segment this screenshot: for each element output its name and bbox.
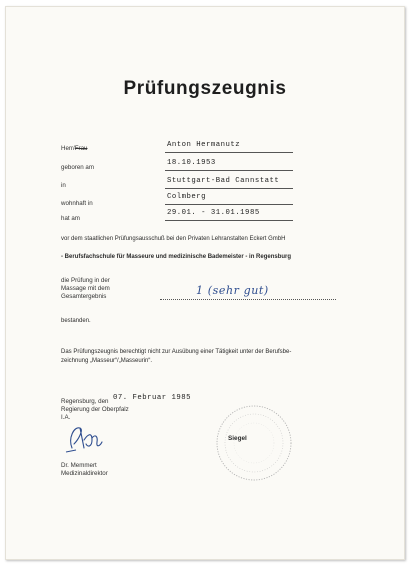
notice-line-2: zeichnung „Masseur“/„Masseurin“. (61, 358, 153, 364)
school-line-1: vor dem staatlichen Prüfungsausschuß bei den Privaten Lehranstalten Eckert GmbH (61, 236, 286, 242)
field-label-residence: wohnhaft in (61, 200, 93, 207)
passed-text: bestanden. (61, 318, 91, 324)
official-seal (213, 402, 295, 484)
exam-label-line-3: Gesamtergebnis (61, 293, 107, 300)
notice-line-1: Das Prüfungszeugnis berechtigt nicht zur Ausübung einer Tätigkeit unter der Berufsbe- (61, 349, 292, 355)
signer-name: Dr. Memmert (61, 462, 97, 469)
exam-label-line-1: die Prüfung in der (61, 277, 110, 284)
field-value-birthplace: Stuttgart-Bad Cannstatt (167, 177, 280, 185)
field-underline (165, 152, 293, 153)
document-title: Prüfungszeugnis (123, 78, 287, 99)
field-underline (165, 204, 293, 205)
field-label-name: Herr/Frau (61, 145, 88, 152)
field-value-birthdate: 18.10.1953 (167, 159, 216, 167)
field-underline (165, 170, 293, 171)
field-value-exam-dates: 29.01. - 31.01.1985 (167, 209, 260, 217)
field-label-birthplace: in (61, 182, 66, 189)
exam-label-line-2: Massage mit dem (61, 285, 110, 292)
issue-date: 07. Februar 1985 (113, 394, 192, 402)
field-underline (165, 220, 293, 221)
field-label-exam-dates: hat am (61, 215, 80, 222)
field-value-name: Anton Hermanutz (167, 141, 241, 149)
handwritten-signature (62, 418, 108, 458)
field-underline (165, 188, 293, 189)
seal-label: Siegel (228, 435, 247, 442)
grade-handwritten: 1 (sehr gut) (196, 284, 269, 297)
school-line-2: - Berufsfachschule für Masseure und medizinische Bademeister - in Regensburg (61, 254, 292, 260)
grade-underline (160, 299, 336, 300)
field-label-birthdate: geboren am (61, 164, 95, 171)
issuing-authority: Regierung der Oberpfalz (61, 406, 129, 413)
signer-title: Medizinaldirektor (61, 470, 108, 477)
field-value-residence: Colmberg (167, 193, 207, 201)
ia-label: I.A. (61, 414, 71, 421)
place-date-label: Regensburg, den (61, 398, 109, 405)
